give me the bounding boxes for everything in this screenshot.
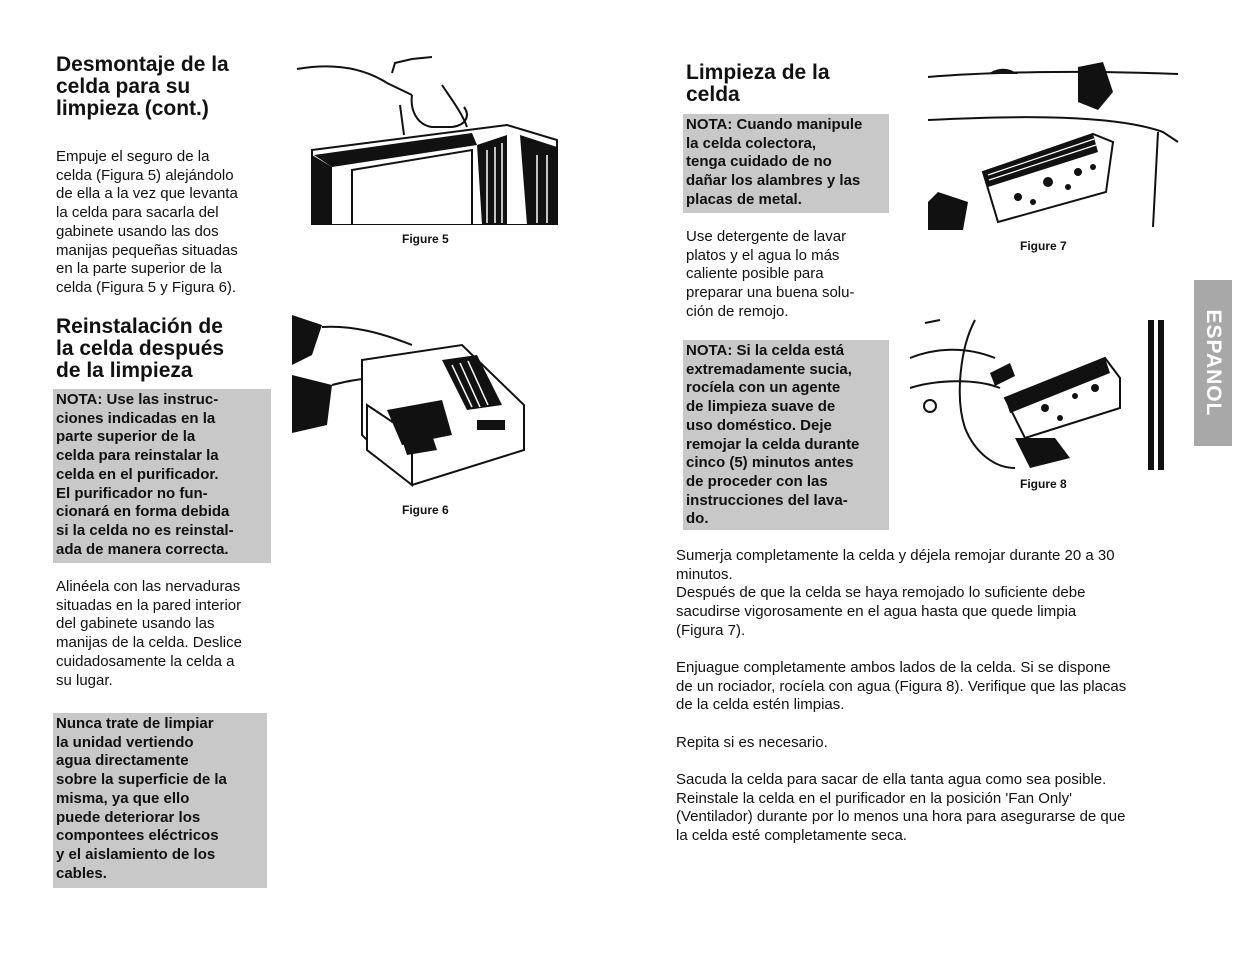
figure-5-caption: Figure 5 xyxy=(402,232,449,246)
heading-cleaning: Limpieza de la celda xyxy=(686,61,830,106)
note-handle-cell: NOTA: Cuando manipule la celda colectora, tenga cuidado de no dañar los alambres y las placas de metal. xyxy=(683,114,889,213)
soak-instructions: Sumerja completamente la celda y déjela remojar durante 20 a 30 minutos. Después de que la celda se haya remojado lo suficiente debe sacudirse vigorosamente en el agua hasta que quede limpia (Figura 7). xyxy=(676,547,1115,639)
figure-6-illustration xyxy=(292,315,532,495)
warning-box: Nunca trate de limpiar la unidad vertiendo agua directamente sobre la superficie de la misma, ya que ello puede deteriorar los compontees eléctricos y el aislamiento de los cables. xyxy=(53,713,267,888)
alignment-instructions: Alinéela con las nervaduras situadas en la pared interior del gabinete usando las manijas de la celda. Deslice cuidadosamente la celda a su lugar. xyxy=(56,578,242,689)
heading-cell-removal: Desmontaje de la celda para su limpieza (cont.) xyxy=(56,53,229,120)
language-tab-label: ESPANOL xyxy=(1202,309,1225,417)
rinse-instructions: Enjuague completamente ambos lados de la celda. Si se dispone de un rociador, rocíela con agua (Figura 8). Verifique que las placas de la celda estén limpias. xyxy=(676,659,1127,714)
removal-instructions: Empuje el seguro de la celda (Figura 5) alejándolo de ella a la vez que levanta la celda para sacarla del gabinete usando las dos manijas pequeñas situadas en la parte superior de la celda (Figura 5 y Figura 6). xyxy=(56,148,238,296)
drying-instructions: Sacuda la celda para sacar de ella tanta agua como sea posible. Reinstale la celda en el purificador en la posición 'Fan Only' (Ventilador) durante por lo menos una hora para asegurarse de que la celda esté completamente seca. xyxy=(676,771,1126,845)
figure-8-illustration xyxy=(905,318,1167,473)
heading-reinstall: Reinstalación de la celda después de la limpieza xyxy=(56,315,225,382)
figure-7-illustration xyxy=(928,62,1180,230)
note-dirty-cell: NOTA: Si la celda está extremadamente sucia, rocíela con un agente de limpieza suave de uso doméstico. Deje remojar la celda durante cinco (5) minutos antes de proceder con las instrucciones del lava- do. xyxy=(683,340,889,530)
language-tab xyxy=(1194,280,1232,446)
figure-8-caption: Figure 8 xyxy=(1020,477,1067,491)
repeat-instructions: Repita si es necesario. xyxy=(676,734,828,751)
note-reinstall: NOTA: Use las instruc- ciones indicadas en la parte superior de la celda para reinstalar la celda en el purificador. El purificador no fun- cionará en forma debida si la celda no es reinstal- ada de manera correcta. xyxy=(53,389,271,563)
figure-7-caption: Figure 7 xyxy=(1020,239,1067,253)
figure-5-illustration xyxy=(292,55,562,225)
figure-6-caption: Figure 6 xyxy=(402,503,449,517)
detergent-instructions: Use detergente de lavar platos y el agua lo más caliente posible para preparar una buena solu- ción de remojo. xyxy=(686,228,855,320)
